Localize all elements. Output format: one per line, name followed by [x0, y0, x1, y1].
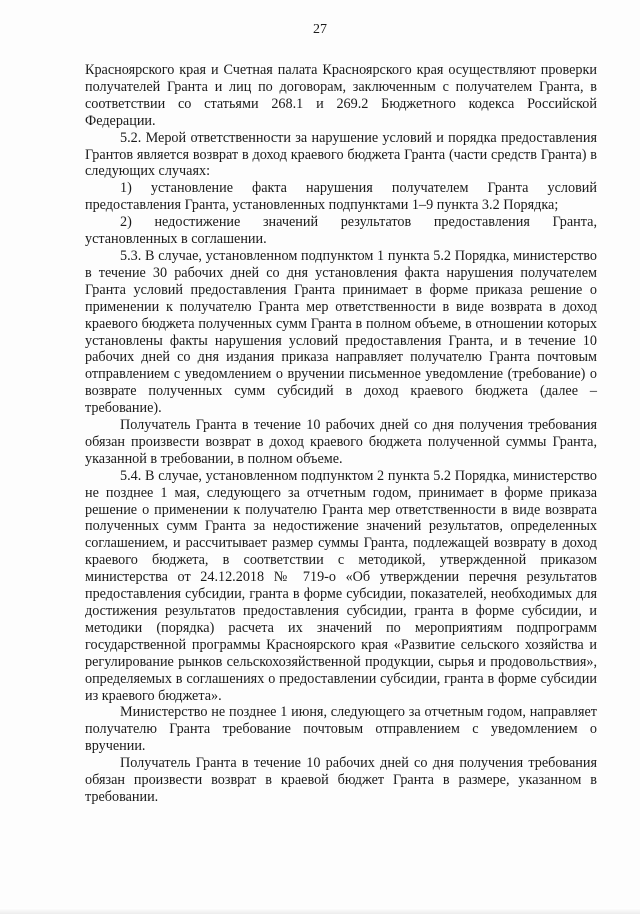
scan-edge [0, 908, 640, 914]
paragraph-5-4: 5.4. В случае, установленном подпунктом 2 пункта 5.2 Порядка, министерство не позднее 1 мая, следующего за отчетным годом, принимает в форме приказа решение о применении к получателю Гранта мер ответственности в виде возврата полученных сумм Гранта за недостижение значений результатов, определенных соглашением, и рассчитывает размер суммы Гранта, подлежащей возврату в доход краевого бюджета, в соответствии с методикой, утвержденной приказом министерства от 24.12.2018 № 719-о «Об утверждении перечня результатов предоставления субсидии, гранта в форме субсидии, показателей, необходимых для достижения результатов предоставления субсидии, гранта в форме субсидии, и методики (порядка) расчета их значений по мероприятиям подпрограмм государственной программы Красноярского края «Развитие сельского хозяйства и регулирование рынков сельскохозяйственной продукции, сырья и продовольствия», определяемых в соглашениях о предоставлении субсидии, гранта в форме субсидии из краевого бюджета». [85, 467, 597, 704]
paragraph-recipient-return-final: Получатель Гранта в течение 10 рабочих дней со дня получения требования обязан произвести возврат в краевой бюджет Гранта в размере, указанном в требовании. [85, 755, 597, 805]
paragraph-5-2: 5.2. Мерой ответственности за нарушение условий и порядка предоставления Грантов является возврат в доход краевого бюджета Гранта (части средств Гранта) в следующих случаях: [85, 129, 597, 180]
paragraph-continuation: Красноярского края и Счетная палата Красноярского края осуществляют проверки получателей Гранта и лиц по договорам, заключенным с получателем Гранта, в соответствии со статьями 268.1 и 269.2 Бюджетного кодекса Российской Федерации. [85, 62, 597, 129]
page-number: 27 [313, 22, 327, 37]
paragraph-ministry-deadline: Министерство не позднее 1 июня, следующего за отчетным годом, направляет получателю Гранта требование почтовым отправлением с уведомлением о вручении. [85, 704, 597, 755]
paragraph-5-3: 5.3. В случае, установленном подпунктом 1 пункта 5.2 Порядка, министерство в течение 30 рабочих дней со дня установления факта нарушения получателем Гранта условий предоставления Гранта принимает в форме приказа решение о применении к получателю Гранта мер ответственности в виде возврата в доход краевого бюджета полученных сумм Гранта в полном объеме, в отношении которых установлены факты нарушения условий предоставления Гранта, и в течение 10 рабочих дней со дня издания приказа направляет получателю Гранта почтовым отправлением с уведомлением о вручении письменное уведомление (требование) о возврате полученных сумм субсидий в доход краевого бюджета (далее – требование). [85, 247, 597, 417]
list-item-1: 1) установление факта нарушения получателем Гранта условий предоставления Гранта, установленных подпунктами 1–9 пункта 3.2 Порядка; [85, 180, 597, 214]
document-body [85, 62, 597, 806]
list-item-2: 2) недостижение значений результатов предоставления Гранта, установленных в соглашении. [85, 214, 597, 248]
paragraph-recipient-return: Получатель Гранта в течение 10 рабочих дней со дня получения требования обязан произвести возврат в доход краевого бюджета полученной суммы Гранта, указанной в требовании, в полном объеме. [85, 417, 597, 467]
